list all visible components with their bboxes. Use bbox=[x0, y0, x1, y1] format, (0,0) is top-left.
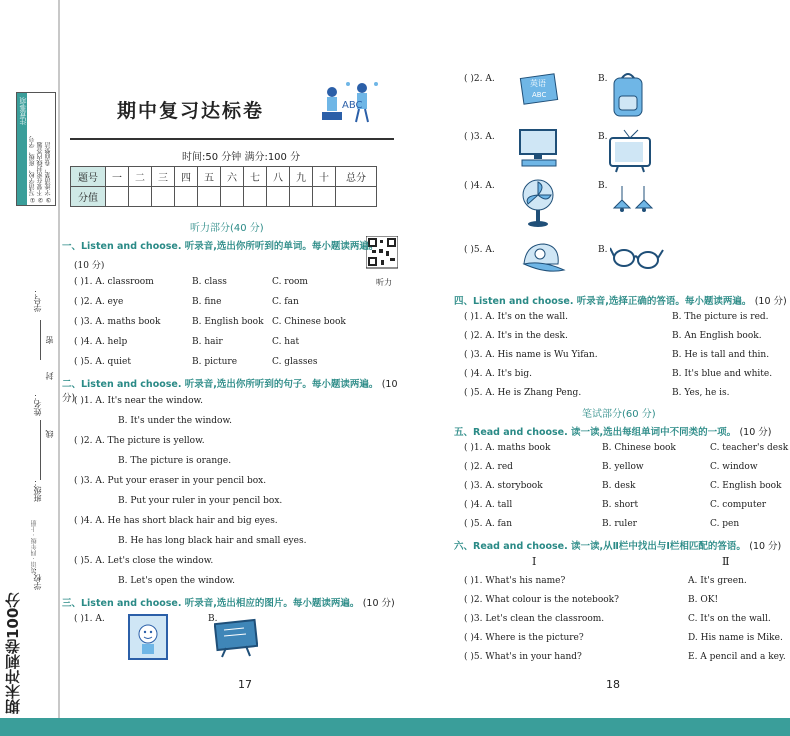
col-6: 六 bbox=[221, 167, 244, 187]
framed-picture-image[interactable] bbox=[128, 614, 168, 660]
glasses-image[interactable] bbox=[610, 244, 664, 270]
score-cell[interactable] bbox=[129, 187, 152, 207]
score-cell[interactable] bbox=[244, 187, 267, 207]
score-cell[interactable] bbox=[267, 187, 290, 207]
score-cell[interactable] bbox=[152, 187, 175, 207]
s2-q1-a[interactable]: ( )1. A. It's near the window. bbox=[74, 396, 203, 406]
col-7: 七 bbox=[244, 167, 267, 187]
page-17 bbox=[62, 0, 400, 718]
s4-q5-a[interactable]: ( )5. A. He is Zhang Peng. bbox=[464, 388, 582, 398]
section-4-title: 四、Listen and choose. 听录音,选择正确的答语。每小题读两遍。 (10 分) bbox=[454, 296, 787, 307]
s5-q5[interactable]: ( )5. A. fan bbox=[464, 519, 513, 529]
s6-q1[interactable]: ( )1. What's his name? bbox=[464, 576, 566, 586]
kids-illustration bbox=[318, 78, 380, 130]
s5-q4-c: C. computer bbox=[710, 500, 767, 510]
section-6-title: 六、Read and choose. 读一读,从Ⅱ栏中找出与Ⅰ栏相匹配的答语。 (10 分) bbox=[454, 541, 782, 552]
s4-q1-b: B. The picture is red. bbox=[672, 312, 769, 322]
s3-q2-a[interactable]: ( )2. A. bbox=[464, 74, 495, 84]
s1-q2-b: B. fine bbox=[192, 297, 222, 307]
page-title: 期中复习达标卷 bbox=[117, 100, 265, 122]
notes-box bbox=[16, 92, 56, 206]
s5-q1-b: B. Chinese book bbox=[602, 443, 676, 453]
col-10: 十 bbox=[313, 167, 336, 187]
notes-heading: 注意事项 bbox=[19, 97, 27, 125]
s5-q3-c: C. English book bbox=[710, 481, 782, 491]
spine-subject: 英语 · 四年级 · 上册 bbox=[31, 520, 38, 574]
s2-q5-b: B. Let's open the window. bbox=[118, 576, 236, 586]
col-4: 四 bbox=[175, 167, 198, 187]
seal-char: 封 bbox=[45, 372, 54, 380]
svg-text:ABC: ABC bbox=[532, 91, 547, 99]
s6-a1: A. It's green. bbox=[688, 576, 747, 586]
s6-q2[interactable]: ( )2. What colour is the notebook? bbox=[464, 595, 619, 605]
s1-q1[interactable]: ( )1. A. classroom bbox=[74, 277, 154, 287]
s1-q2[interactable]: ( )2. A. eye bbox=[74, 297, 124, 307]
s5-q2[interactable]: ( )2. A. red bbox=[464, 462, 513, 472]
tv-image[interactable] bbox=[606, 128, 654, 174]
seal-char: 线 bbox=[45, 430, 54, 438]
svg-text:ABC: ABC bbox=[342, 100, 363, 111]
s2-q3-b: B. Put your ruler in your pencil box. bbox=[118, 496, 283, 506]
written-heading: 笔试部分(60 分) bbox=[582, 409, 656, 420]
student-number-field: 学号： bbox=[33, 288, 42, 312]
s5-q5-b: B. ruler bbox=[602, 519, 637, 529]
section-3-title: 三、Listen and choose. 听录音,选出相应的图片。每小题读两遍。 (10 分) bbox=[62, 598, 395, 609]
col-5: 五 bbox=[198, 167, 221, 187]
col-total: 总分 bbox=[336, 167, 377, 187]
s5-q3-b: B. desk bbox=[602, 481, 636, 491]
s6-q5[interactable]: ( )5. What's in your hand? bbox=[464, 652, 582, 662]
class-field: 班级： bbox=[33, 478, 42, 502]
section-2-title: 二、Listen and choose. 听录音,选出你所听到的句子。每小题读两遍。 (10 分) bbox=[62, 379, 398, 404]
s5-q5-c: C. pen bbox=[710, 519, 740, 529]
column-2-label: Ⅱ bbox=[722, 555, 730, 568]
binding-spine bbox=[0, 0, 60, 718]
cap-image[interactable] bbox=[516, 240, 566, 278]
s4-q2-b: B. An English book. bbox=[672, 331, 762, 341]
s3-q5-a[interactable]: ( )5. A. bbox=[464, 245, 495, 255]
score-header-label: 题号 bbox=[71, 167, 106, 187]
s4-q1-a[interactable]: ( )1. A. It's on the wall. bbox=[464, 312, 569, 322]
s4-q4-b: B. It's blue and white. bbox=[672, 369, 773, 379]
s2-q5-a[interactable]: ( )5. A. Let's close the window. bbox=[74, 556, 214, 566]
computer-image[interactable] bbox=[516, 128, 562, 168]
s1-q5-c: C. glasses bbox=[272, 357, 318, 367]
section-1-points: (10 分) bbox=[74, 261, 105, 271]
bottom-color-bar bbox=[0, 718, 790, 736]
s3-q1-b: B. bbox=[208, 614, 218, 624]
s5-q3[interactable]: ( )3. A. storybook bbox=[464, 481, 543, 491]
col-2: 二 bbox=[129, 167, 152, 187]
school-field: 学校： bbox=[33, 566, 42, 590]
s1-q3-b: B. English book bbox=[192, 317, 264, 327]
s1-q5-b: B. picture bbox=[192, 357, 238, 367]
title-rule bbox=[70, 138, 394, 140]
s6-q3[interactable]: ( )3. Let's clean the classroom. bbox=[464, 614, 605, 624]
s4-q4-a[interactable]: ( )4. A. It's big. bbox=[464, 369, 532, 379]
score-cell[interactable] bbox=[175, 187, 198, 207]
score-table bbox=[70, 166, 377, 207]
svg-text:英语: 英语 bbox=[530, 79, 546, 88]
col-3: 三 bbox=[152, 167, 175, 187]
page-18 bbox=[404, 0, 790, 718]
col-9: 九 bbox=[290, 167, 313, 187]
score-cell[interactable] bbox=[313, 187, 336, 207]
s2-q1-b: B. It's under the window. bbox=[118, 416, 232, 426]
s1-q3[interactable]: ( )3. A. maths book bbox=[74, 317, 161, 327]
s2-q2-a[interactable]: ( )2. A. The picture is yellow. bbox=[74, 436, 205, 446]
section-5-title: 五、Read and choose. 读一读,选出每组单词中不同类的一项。 (10 分) bbox=[454, 427, 772, 438]
s6-a2: B. OK! bbox=[688, 595, 719, 605]
exam-meta: 时间:50 分钟 满分:100 分 bbox=[182, 152, 301, 163]
s3-q1-a[interactable]: ( )1. A. bbox=[74, 614, 105, 624]
notes-text: ①写清学校、班级、学号 ②不要在密封线内答题 ③字迹清楚，卷面整洁 bbox=[29, 136, 52, 203]
col-1: 一 bbox=[106, 167, 129, 187]
s5-q2-b: B. yellow bbox=[602, 462, 644, 472]
backpack-image[interactable] bbox=[610, 70, 646, 120]
s3-q5-b: B. bbox=[598, 245, 608, 255]
s1-q2-c: C. fan bbox=[272, 297, 299, 307]
s6-q4[interactable]: ( )4. Where is the picture? bbox=[464, 633, 584, 643]
s3-q3-b: B. bbox=[598, 132, 608, 142]
s5-q4[interactable]: ( )4. A. tall bbox=[464, 500, 513, 510]
score-cell[interactable] bbox=[198, 187, 221, 207]
name-field: 姓名： bbox=[33, 392, 42, 416]
s4-q5-b: B. Yes, he is. bbox=[672, 388, 730, 398]
s1-q5[interactable]: ( )5. A. quiet bbox=[74, 357, 131, 367]
score-cell[interactable] bbox=[336, 187, 377, 207]
s2-q4-b: B. He has long black hair and small eyes. bbox=[118, 536, 307, 546]
listening-heading: 听力部分(40 分) bbox=[190, 223, 264, 234]
s5-q1-c: C. teacher's desk bbox=[710, 443, 789, 453]
qr-label: 听力 bbox=[376, 278, 392, 287]
s4-q2-a[interactable]: ( )2. A. It's in the desk. bbox=[464, 331, 568, 341]
page-number: 17 bbox=[238, 678, 252, 691]
s1-q1-c: C. room bbox=[272, 277, 308, 287]
score-cell[interactable] bbox=[106, 187, 129, 207]
s5-q1[interactable]: ( )1. A. maths book bbox=[464, 443, 551, 453]
s1-q4-c: C. hat bbox=[272, 337, 300, 347]
score-cell[interactable] bbox=[290, 187, 313, 207]
s2-q3-a[interactable]: ( )3. A. Put your eraser in your pencil box. bbox=[74, 476, 267, 486]
book-title: 期末冲刺卷100分 bbox=[4, 592, 22, 714]
s6-a5: E. A pencil and a key. bbox=[688, 652, 786, 662]
s5-q2-c: C. window bbox=[710, 462, 758, 472]
score-value-label: 分值 bbox=[71, 187, 106, 207]
s1-q3-c: C. Chinese book bbox=[272, 317, 346, 327]
s3-q3-a[interactable]: ( )3. A. bbox=[464, 132, 495, 142]
lights-image[interactable] bbox=[608, 186, 658, 226]
section-1-title: 一、Listen and choose. 听录音,选出你所听到的单词。每小题读两遍。 bbox=[62, 241, 379, 252]
s1-q4[interactable]: ( )4. A. help bbox=[74, 337, 128, 347]
s6-a3: C. It's on the wall. bbox=[688, 614, 771, 624]
column-1-label: Ⅰ bbox=[532, 555, 537, 568]
s3-q4-b: B. bbox=[598, 181, 608, 191]
score-cell[interactable] bbox=[221, 187, 244, 207]
s1-q4-b: B. hair bbox=[192, 337, 223, 347]
s1-q1-b: B. class bbox=[192, 277, 227, 287]
english-book-image[interactable] bbox=[516, 72, 564, 108]
fan-image[interactable] bbox=[518, 178, 558, 228]
s2-q2-b: B. The picture is orange. bbox=[118, 456, 232, 466]
s3-q4-a[interactable]: ( )4. A. bbox=[464, 181, 495, 191]
s2-q4-a[interactable]: ( )4. A. He has short black hair and big eyes. bbox=[74, 516, 278, 526]
page-number: 18 bbox=[606, 678, 620, 691]
s3-q2-b: B. bbox=[598, 74, 608, 84]
s4-q3-a[interactable]: ( )3. A. His name is Wu Yifan. bbox=[464, 350, 598, 360]
s6-a4: D. His name is Mike. bbox=[688, 633, 783, 643]
blackboard-image[interactable] bbox=[214, 618, 258, 658]
seal-char: 密 bbox=[45, 336, 54, 344]
s4-q3-b: B. He is tall and thin. bbox=[672, 350, 770, 360]
s5-q4-b: B. short bbox=[602, 500, 639, 510]
col-8: 八 bbox=[267, 167, 290, 187]
